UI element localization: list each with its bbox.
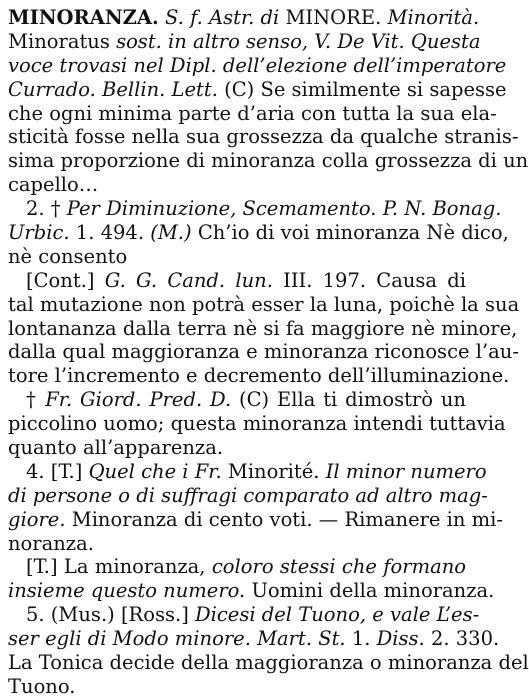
text-line <box>8 459 487 484</box>
text-line <box>8 483 488 508</box>
text-line <box>8 412 506 436</box>
text-segment: di persone o di suffragi comparato ad altro mag- <box>8 483 488 507</box>
text-line <box>8 269 466 293</box>
text-line <box>8 173 466 197</box>
text-segment: 2. † <box>26 197 67 221</box>
text-segment: Minorité. <box>221 459 326 483</box>
text-segment: Fr. Giord. Pred. D. <box>45 388 232 412</box>
text-line <box>8 532 466 556</box>
text-line <box>8 340 519 364</box>
text-segment: Tuono. <box>8 674 76 698</box>
text-segment: nè consento <box>8 244 128 268</box>
text-segment: Per Diminuzione, Scemamento. P. N. Bonag. <box>66 197 502 221</box>
text-line <box>8 579 495 603</box>
text-segment: † <box>26 388 46 412</box>
text-segment: 5. (Mus.) [Ross.] <box>26 603 195 627</box>
text-line <box>8 221 509 245</box>
text-segment: capello… <box>8 173 99 197</box>
text-line <box>8 101 497 126</box>
text-segment: Ch’io di voi minoranza Nè dico, <box>191 221 509 245</box>
text-segment: MINORANZA. <box>8 6 159 29</box>
text-segment: lontananza dalla terra nè si fa maggiore nè minore, <box>8 316 518 340</box>
text-segment: sima proporzione di minoranza colla grossezza di un <box>8 149 529 173</box>
text-line <box>8 675 466 699</box>
text-segment: 1. 494. <box>69 221 151 245</box>
text-segment: dalla qual maggioranza e minoranza riconosce l’au- <box>8 340 519 364</box>
text-line <box>8 555 466 579</box>
text-segment: voce trovasi nel Dipl. dell’elezione dell’imperatore <box>8 53 507 77</box>
text-segment: Uomini della minoranza. <box>245 579 495 603</box>
text-segment: (M.) <box>150 221 192 245</box>
text-segment: Minoratus <box>8 29 117 53</box>
text-line <box>8 77 507 102</box>
text-line <box>8 6 480 30</box>
text-segment: sticità fosse nella sua grossezza da qualche stranis- <box>8 125 519 149</box>
text-segment: quanto all’apparenza. <box>8 436 224 460</box>
text-segment: sost. in altro senso, V. De Vit. Questa <box>116 29 481 53</box>
text-segment: coloro stessi che formano <box>211 555 466 579</box>
text-line <box>8 316 518 341</box>
text-segment: (C) Se similmente si sapesse <box>217 77 507 101</box>
text-line <box>8 245 466 269</box>
text-segment: ser egli di Modo minore. Mart. St. <box>8 627 346 651</box>
text-segment: La Tonica decide della maggioranza o minoranza del <box>8 651 529 675</box>
text-line <box>8 149 529 173</box>
text-segment: Il minor numero <box>325 459 487 483</box>
text-segment: Minorità. <box>387 6 480 29</box>
text-segment: 2. 330. <box>424 627 500 651</box>
text-segment: Quel che i Fr. <box>88 459 222 483</box>
text-segment: 4. [T.] <box>26 459 89 483</box>
text-line <box>8 507 503 532</box>
text-segment: insieme questo numero. <box>8 579 246 603</box>
text-segment: [T.] La minoranza, <box>26 555 212 579</box>
text-segment: S. f. Astr. di <box>165 6 280 29</box>
text-segment: tal mutazione non potrà esser la luna, poichè la sua <box>8 292 520 316</box>
text-line <box>8 125 519 149</box>
text-line <box>8 29 481 54</box>
text-line <box>8 197 502 221</box>
text-line <box>8 388 466 412</box>
text-segment: [Cont.] <box>26 268 105 292</box>
text-line <box>8 627 500 651</box>
text-segment: G. G. Cand. lun. <box>104 268 273 292</box>
text-segment: Dicesi del Tuono, e vale L’es- <box>195 603 480 627</box>
text-segment: noranza. <box>8 531 94 555</box>
text-segment: Diss. <box>376 627 425 651</box>
text-line <box>8 651 529 675</box>
text-segment: 1. <box>345 627 377 651</box>
text-segment: (C) Ella ti dimostrò un <box>231 388 466 412</box>
text-line <box>8 603 480 627</box>
text-segment: Minoranza di cento voti. — Rimanere in mi- <box>65 507 503 531</box>
text-line <box>8 436 466 460</box>
text-segment: Urbic. <box>8 221 70 245</box>
text-segment: piccolino uomo; questa minoranza intendi tuttavia <box>8 412 506 436</box>
text-segment: Currado. Bellin. Lett. <box>8 77 218 101</box>
text-segment: giore. <box>8 507 66 531</box>
text-line <box>8 364 510 388</box>
text-segment: MINORE. <box>279 6 388 29</box>
text-line <box>8 292 520 317</box>
text-segment: tore l’incremento e decremento dell’illuminazione. <box>8 364 510 388</box>
text-line <box>8 53 507 78</box>
text-segment: che ogni minima parte d’aria con tutta la sua ela- <box>8 101 497 125</box>
text-segment: III. 197. Causa di <box>272 268 466 292</box>
